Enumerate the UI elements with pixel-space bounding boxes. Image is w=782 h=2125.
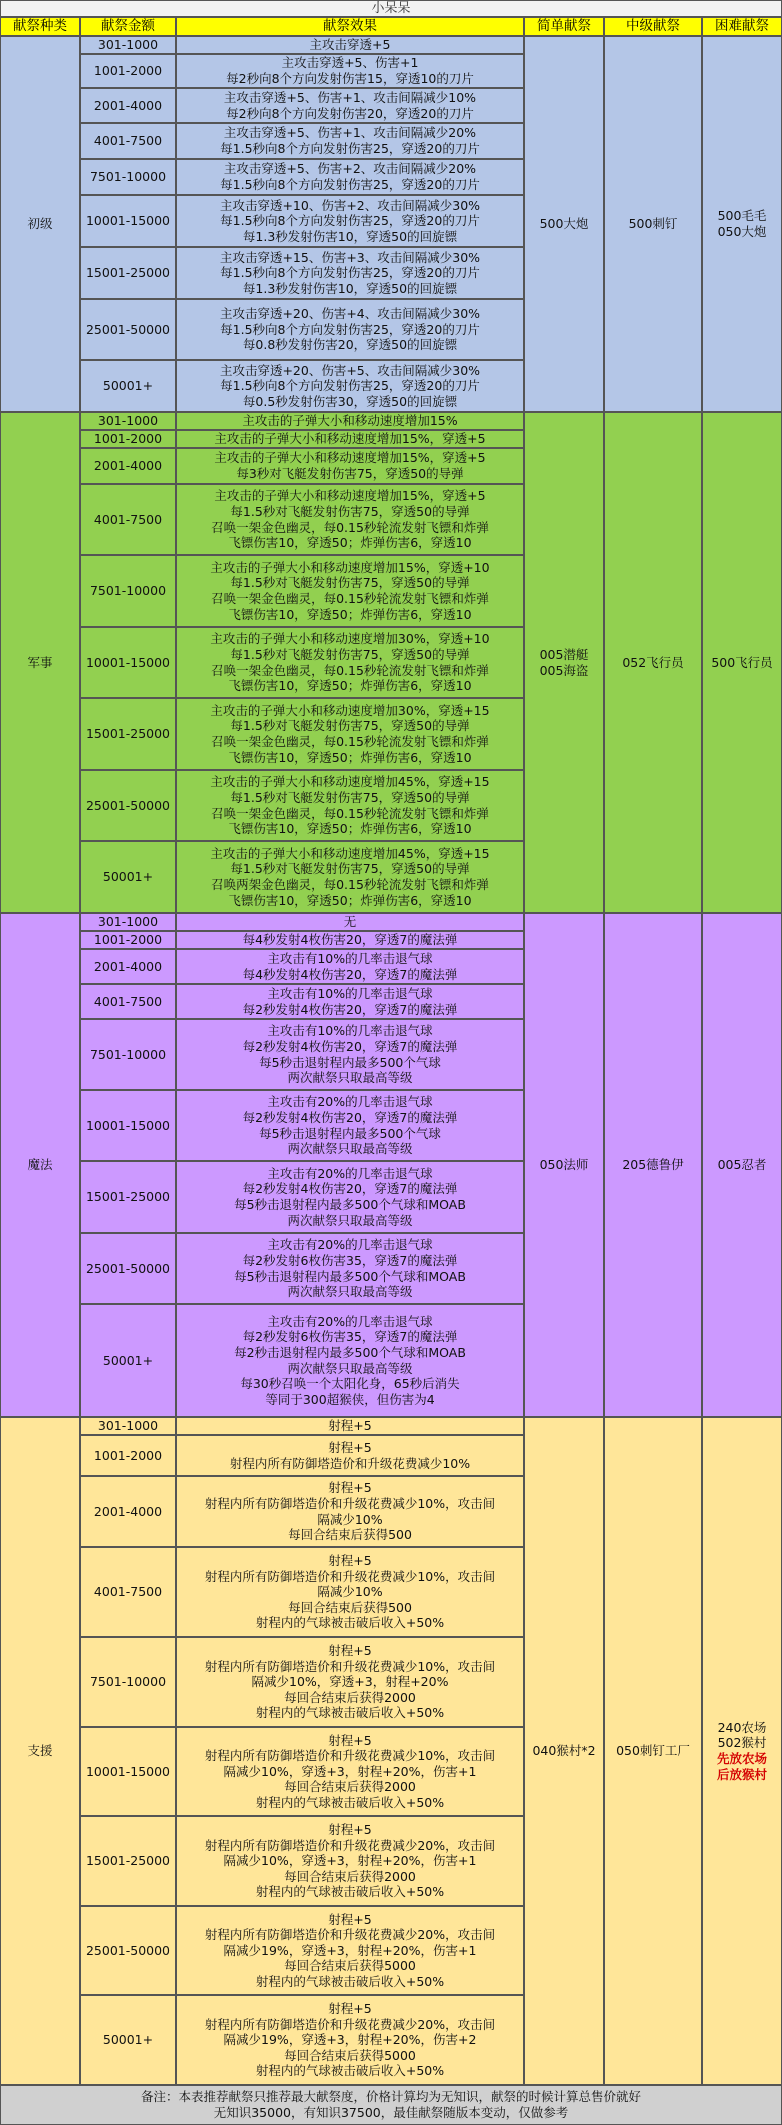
amount-cell: 2001-4000	[80, 949, 176, 984]
column-header: 困难献祭	[702, 17, 782, 36]
effect-cell: 主攻击穿透+20、伤害+5、攻击间隔减少30% 每1.5秒向8个方向发射伤害25，穿透20的刀片 每0.5秒发射伤害30，穿透50的回旋镖	[176, 360, 524, 412]
amount-cell: 15001-25000	[80, 247, 176, 299]
effect-cell: 主攻击的子弹大小和移动速度增加15%，穿透+5	[176, 430, 524, 448]
effect-cell: 射程+5 射程内所有防御塔造价和升级花费减少10%	[176, 1435, 524, 1476]
amount-cell: 1001-2000	[80, 931, 176, 949]
hard-sacrifice-text: 005忍者	[717, 1157, 767, 1173]
effect-cell: 射程+5 射程内所有防御塔造价和升级花费减少10%，攻击间 隔减少10%，穿透+3，射程+20%，伤害+1 每回合结束后获得2000 射程内的气球被击破后收入+50%	[176, 1727, 524, 1816]
effect-cell: 主攻击穿透+5、伤害+1、攻击间隔减少10% 每2秒向8个方向发射伤害20，穿透20的刀片	[176, 88, 524, 123]
amount-cell: 4001-7500	[80, 1547, 176, 1637]
hard-sacrifice-text: 500毛毛 050大炮	[717, 208, 767, 239]
footnote: 备注：本表推荐献祭只推荐最大献祭度，价格计算均为无知识，献祭的时候计算总售价就好 无知识35000，有知识37500，最佳献祭随版本变动，仅做参考	[0, 2085, 782, 2125]
hard-sacrifice-cell	[702, 412, 782, 913]
amount-cell: 10001-15000	[80, 195, 176, 247]
effect-cell: 主攻击有10%的几率击退气球 每2秒发射4枚伤害20，穿透7的魔法弹	[176, 984, 524, 1019]
effect-cell: 射程+5 射程内所有防御塔造价和升级花费减少10%，攻击间 隔减少10%，穿透+3，射程+20% 每回合结束后获得2000 射程内的气球被击破后收入+50%	[176, 1637, 524, 1727]
effect-cell: 主攻击有20%的几率击退气球 每2秒发射4枚伤害20，穿透7的魔法弹 每5秒击退射程内最多500个气球 两次献祭只取最高等级	[176, 1090, 524, 1161]
column-header: 献祭种类	[0, 17, 80, 36]
amount-cell: 7501-10000	[80, 555, 176, 627]
category-cell: 魔法	[0, 913, 80, 1417]
column-header: 简单献祭	[524, 17, 604, 36]
effect-cell: 主攻击的子弹大小和移动速度增加15%	[176, 412, 524, 430]
amount-cell: 50001+	[80, 1304, 176, 1417]
effect-cell: 无	[176, 913, 524, 931]
amount-cell: 10001-15000	[80, 627, 176, 698]
effect-cell: 主攻击的子弹大小和移动速度增加15%，穿透+5 每3秒对飞艇发射伤害75，穿透50的导弹	[176, 448, 524, 484]
medium-sacrifice-cell: 052飞行员	[604, 412, 702, 913]
amount-cell: 7501-10000	[80, 1637, 176, 1727]
effect-cell: 主攻击穿透+5、伤害+1 每2秒向8个方向发射伤害15，穿透10的刀片	[176, 54, 524, 88]
hard-sacrifice-cell	[702, 913, 782, 1417]
medium-sacrifice-cell: 205德鲁伊	[604, 913, 702, 1417]
amount-cell: 25001-50000	[80, 1906, 176, 1995]
effect-cell: 射程+5	[176, 1417, 524, 1435]
column-header: 献祭效果	[176, 17, 524, 36]
effect-cell: 主攻击的子弹大小和移动速度增加30%，穿透+15 每1.5秒对飞艇发射伤害75，穿透50的导弹 召唤一架金色幽灵，每0.15秒轮流发射飞镖和炸弹 飞镖伤害10，穿透50；炸弹伤害6，穿透10	[176, 698, 524, 770]
effect-cell: 射程+5 射程内所有防御塔造价和升级花费减少10%，攻击间 隔减少10% 每回合结束后获得500 射程内的气球被击破后收入+50%	[176, 1547, 524, 1637]
effect-cell: 主攻击有20%的几率击退气球 每2秒发射6枚伤害35，穿透7的魔法弹 每5秒击退射程内最多500个气球和MOAB 两次献祭只取最高等级	[176, 1233, 524, 1304]
amount-cell: 301-1000	[80, 1417, 176, 1435]
effect-cell: 射程+5 射程内所有防御塔造价和升级花费减少20%，攻击间 隔减少19%，穿透+3，射程+20%，伤害+1 每回合结束后获得5000 射程内的气球被击破后收入+50%	[176, 1906, 524, 1995]
amount-cell: 1001-2000	[80, 54, 176, 88]
hard-sacrifice-text: 240农场 502猴村	[717, 1719, 767, 1751]
amount-cell: 7501-10000	[80, 1019, 176, 1090]
amount-cell: 25001-50000	[80, 299, 176, 360]
column-header: 中级献祭	[604, 17, 702, 36]
easy-sacrifice-cell: 040猴村*2	[524, 1417, 604, 2085]
effect-cell: 主攻击穿透+5	[176, 36, 524, 54]
amount-cell: 301-1000	[80, 36, 176, 54]
effect-cell: 主攻击有10%的几率击退气球 每2秒发射4枚伤害20，穿透7的魔法弹 每5秒击退射程内最多500个气球 两次献祭只取最高等级	[176, 1019, 524, 1090]
effect-cell: 主攻击穿透+15、伤害+3、攻击间隔减少30% 每1.5秒向8个方向发射伤害25，穿透20的刀片 每1.3秒发射伤害10，穿透50的回旋镖	[176, 247, 524, 299]
hard-sacrifice-text: 500飞行员	[711, 654, 773, 670]
effect-cell: 主攻击穿透+10、伤害+2、攻击间隔减少30% 每1.5秒向8个方向发射伤害25，穿透20的刀片 每1.3秒发射伤害10，穿透50的回旋镖	[176, 195, 524, 247]
effect-cell: 主攻击有10%的几率击退气球 每4秒发射4枚伤害20，穿透7的魔法弹	[176, 949, 524, 984]
medium-sacrifice-cell: 500刺钉	[604, 36, 702, 412]
amount-cell: 15001-25000	[80, 1816, 176, 1906]
amount-cell: 2001-4000	[80, 88, 176, 123]
effect-cell: 主攻击有20%的几率击退气球 每2秒发射6枚伤害35，穿透7的魔法弹 每2秒击退射程内最多500个气球和MOAB 两次献祭只取最高等级 每30秒召唤一个太阳化身，65秒后消失 等同于300超猴侠，但伤害为4	[176, 1304, 524, 1417]
effect-cell: 主攻击穿透+20、伤害+4、攻击间隔减少30% 每1.5秒向8个方向发射伤害25，穿透20的刀片 每0.8秒发射伤害20，穿透50的回旋镖	[176, 299, 524, 360]
amount-cell: 2001-4000	[80, 448, 176, 484]
category-cell: 军事	[0, 412, 80, 913]
easy-sacrifice-cell: 500大炮	[524, 36, 604, 412]
effect-cell: 射程+5 射程内所有防御塔造价和升级花费减少10%，攻击间 隔减少10% 每回合结束后获得500	[176, 1476, 524, 1547]
category-cell: 初级	[0, 36, 80, 412]
amount-cell: 10001-15000	[80, 1727, 176, 1816]
hard-sacrifice-cell	[702, 1417, 782, 2085]
hard-sacrifice-note: 先放农场 后放猴村	[716, 1751, 767, 1782]
effect-cell: 主攻击穿透+5、伤害+2、攻击间隔减少20% 每1.5秒向8个方向发射伤害25，穿透20的刀片	[176, 159, 524, 195]
amount-cell: 1001-2000	[80, 1435, 176, 1476]
amount-cell: 4001-7500	[80, 123, 176, 159]
amount-cell: 25001-50000	[80, 1233, 176, 1304]
column-header: 献祭金额	[80, 17, 176, 36]
medium-sacrifice-cell: 050刺钉工厂	[604, 1417, 702, 2085]
category-cell: 支援	[0, 1417, 80, 2085]
effect-cell: 主攻击的子弹大小和移动速度增加45%，穿透+15 每1.5秒对飞艇发射伤害75，穿透50的导弹 召唤一架金色幽灵，每0.15秒轮流发射飞镖和炸弹 飞镖伤害10，穿透50；炸弹伤害6，穿透10	[176, 770, 524, 841]
table-title: 小呆呆	[0, 0, 782, 17]
effect-cell: 主攻击的子弹大小和移动速度增加15%，穿透+10 每1.5秒对飞艇发射伤害75，穿透50的导弹 召唤一架金色幽灵，每0.15秒轮流发射飞镖和炸弹 飞镖伤害10，穿透50；炸弹伤害6，穿透10	[176, 555, 524, 627]
amount-cell: 25001-50000	[80, 770, 176, 841]
amount-cell: 2001-4000	[80, 1476, 176, 1547]
effect-cell: 主攻击的子弹大小和移动速度增加30%，穿透+10 每1.5秒对飞艇发射伤害75，穿透50的导弹 召唤一架金色幽灵，每0.15秒轮流发射飞镖和炸弹 飞镖伤害10，穿透50；炸弹伤害6，穿透10	[176, 627, 524, 698]
easy-sacrifice-cell: 050法师	[524, 913, 604, 1417]
amount-cell: 301-1000	[80, 913, 176, 931]
amount-cell: 301-1000	[80, 412, 176, 430]
effect-cell: 主攻击有20%的几率击退气球 每2秒发射4枚伤害20，穿透7的魔法弹 每5秒击退射程内最多500个气球和MOAB 两次献祭只取最高等级	[176, 1161, 524, 1233]
easy-sacrifice-cell: 005潜艇 005海盗	[524, 412, 604, 913]
amount-cell: 4001-7500	[80, 484, 176, 555]
amount-cell: 1001-2000	[80, 430, 176, 448]
amount-cell: 15001-25000	[80, 698, 176, 770]
amount-cell: 7501-10000	[80, 159, 176, 195]
effect-cell: 每4秒发射4枚伤害20，穿透7的魔法弹	[176, 931, 524, 949]
amount-cell: 10001-15000	[80, 1090, 176, 1161]
amount-cell: 50001+	[80, 360, 176, 412]
amount-cell: 50001+	[80, 841, 176, 913]
effect-cell: 射程+5 射程内所有防御塔造价和升级花费减少20%，攻击间 隔减少19%，穿透+3，射程+20%，伤害+2 每回合结束后获得5000 射程内的气球被击破后收入+50%	[176, 1995, 524, 2085]
effect-cell: 主攻击的子弹大小和移动速度增加15%，穿透+5 每1.5秒对飞艇发射伤害75，穿透50的导弹 召唤一架金色幽灵，每0.15秒轮流发射飞镖和炸弹 飞镖伤害10，穿透50；炸弹伤害6，穿透10	[176, 484, 524, 555]
amount-cell: 15001-25000	[80, 1161, 176, 1233]
amount-cell: 50001+	[80, 1995, 176, 2085]
hard-sacrifice-cell	[702, 36, 782, 412]
effect-cell: 射程+5 射程内所有防御塔造价和升级花费减少20%，攻击间 隔减少10%，穿透+3，射程+20%，伤害+1 每回合结束后获得2000 射程内的气球被击破后收入+50%	[176, 1816, 524, 1906]
amount-cell: 4001-7500	[80, 984, 176, 1019]
effect-cell: 主攻击的子弹大小和移动速度增加45%，穿透+15 每1.5秒对飞艇发射伤害75，穿透50的导弹 召唤两架金色幽灵，每0.15秒轮流发射飞镖和炸弹 飞镖伤害10，穿透50；炸弹伤害6，穿透10	[176, 841, 524, 913]
effect-cell: 主攻击穿透+5、伤害+1、攻击间隔减少20% 每1.5秒向8个方向发射伤害25，穿透20的刀片	[176, 123, 524, 159]
